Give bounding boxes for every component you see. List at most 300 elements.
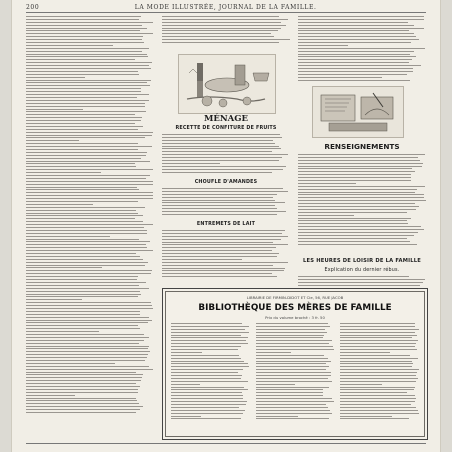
text-line xyxy=(256,332,328,333)
text-line xyxy=(171,343,248,344)
text-line xyxy=(26,16,141,17)
text-line xyxy=(26,54,147,55)
text-line xyxy=(298,235,414,236)
text-line xyxy=(26,299,82,300)
text-line xyxy=(26,114,135,115)
text-line xyxy=(26,377,142,378)
text-line xyxy=(340,398,416,399)
text-line xyxy=(171,404,246,405)
text-line xyxy=(26,296,138,297)
running-header: LA MODE ILLUSTRÉE, JOURNAL DE LA FAMILLE. xyxy=(134,3,317,11)
text-line xyxy=(26,328,140,329)
text-line xyxy=(26,403,139,404)
text-line xyxy=(26,181,153,182)
text-line xyxy=(298,16,424,17)
text-line xyxy=(340,343,416,344)
text-line xyxy=(298,200,426,201)
text-line xyxy=(162,191,288,192)
text-line xyxy=(171,407,239,408)
menage-text-2 xyxy=(162,188,290,220)
text-line xyxy=(298,39,419,40)
text-line xyxy=(162,276,277,277)
text-line xyxy=(340,361,412,362)
text-line xyxy=(26,106,145,107)
text-line xyxy=(26,198,153,199)
text-line xyxy=(340,378,418,379)
text-line xyxy=(26,152,147,153)
text-line xyxy=(26,163,135,164)
text-line xyxy=(26,400,137,401)
text-line xyxy=(340,387,415,388)
text-line xyxy=(298,28,424,29)
text-line xyxy=(26,259,143,260)
text-line xyxy=(26,166,136,167)
text-line xyxy=(298,244,417,245)
text-line xyxy=(256,381,333,382)
text-line xyxy=(256,404,327,405)
text-line xyxy=(162,137,282,138)
text-line xyxy=(340,363,413,364)
text-line xyxy=(298,45,348,46)
text-line xyxy=(340,326,414,327)
text-line xyxy=(26,331,99,332)
text-line xyxy=(256,384,295,385)
text-line xyxy=(298,203,415,204)
text-line xyxy=(171,332,249,333)
bibliotheque-ad-box xyxy=(162,288,428,440)
text-line xyxy=(162,172,272,173)
text-line xyxy=(298,220,407,221)
text-line xyxy=(171,418,241,419)
text-line xyxy=(26,28,147,29)
text-line xyxy=(171,392,242,393)
text-line xyxy=(171,416,201,417)
text-line xyxy=(26,241,150,242)
text-line xyxy=(26,334,144,335)
text-line xyxy=(162,230,285,231)
text-line xyxy=(26,325,138,326)
text-line xyxy=(26,218,135,219)
text-line xyxy=(26,351,150,352)
text-line xyxy=(26,80,151,81)
text-line xyxy=(171,355,239,356)
text-line xyxy=(26,244,146,245)
text-line xyxy=(171,375,242,376)
menage-text-3 xyxy=(162,230,290,282)
text-line xyxy=(256,416,298,417)
renseignements-illustration xyxy=(312,86,404,138)
text-line xyxy=(256,372,331,373)
text-line xyxy=(256,369,327,370)
text-line xyxy=(298,285,420,286)
text-line xyxy=(298,189,417,190)
text-line xyxy=(171,395,243,396)
text-line xyxy=(26,305,152,306)
text-line xyxy=(26,395,75,396)
text-line xyxy=(256,395,323,396)
text-line xyxy=(26,117,142,118)
text-line xyxy=(162,28,281,29)
text-line xyxy=(298,65,421,66)
text-line xyxy=(171,401,247,402)
text-line xyxy=(171,398,243,399)
text-line xyxy=(298,209,416,210)
text-line xyxy=(26,195,153,196)
text-line xyxy=(26,267,102,268)
text-line xyxy=(26,372,136,373)
text-line xyxy=(162,42,279,43)
text-line xyxy=(26,111,146,112)
bibliotheque-col-1 xyxy=(171,323,250,431)
text-line xyxy=(162,250,272,251)
text-line xyxy=(26,337,149,338)
text-line xyxy=(26,210,136,211)
text-line xyxy=(256,375,332,376)
text-line xyxy=(26,369,153,370)
text-line xyxy=(26,103,145,104)
text-line xyxy=(26,56,148,57)
text-line xyxy=(340,404,410,405)
text-line xyxy=(26,383,136,384)
text-line xyxy=(298,163,423,164)
text-line xyxy=(162,236,288,237)
text-line xyxy=(162,19,288,20)
text-line xyxy=(26,169,153,170)
text-line xyxy=(26,109,83,110)
text-line xyxy=(256,410,331,411)
text-line xyxy=(298,183,356,184)
text-line xyxy=(26,88,141,89)
page-header xyxy=(26,2,426,12)
renseignements-text xyxy=(298,154,426,252)
text-line xyxy=(340,401,415,402)
text-line xyxy=(298,177,411,178)
text-line xyxy=(26,74,139,75)
text-line xyxy=(340,346,415,347)
text-line xyxy=(340,410,418,411)
text-line xyxy=(26,270,152,271)
text-line xyxy=(171,346,241,347)
text-line xyxy=(256,349,334,350)
text-line xyxy=(162,140,273,141)
text-line xyxy=(162,247,276,248)
text-line xyxy=(26,398,136,399)
text-line xyxy=(26,42,144,43)
text-line xyxy=(26,262,148,263)
text-line xyxy=(171,349,238,350)
text-line xyxy=(26,120,141,121)
text-line xyxy=(298,241,410,242)
text-line xyxy=(162,197,273,198)
text-line xyxy=(26,322,148,323)
text-line xyxy=(26,374,143,375)
text-line xyxy=(26,172,101,173)
text-line xyxy=(171,361,244,362)
text-line xyxy=(26,224,153,225)
text-line xyxy=(298,68,413,69)
text-line xyxy=(340,337,412,338)
text-line xyxy=(26,343,139,344)
text-line xyxy=(26,59,135,60)
text-line xyxy=(171,384,200,385)
text-line xyxy=(298,197,424,198)
text-line xyxy=(26,247,147,248)
text-line xyxy=(26,357,147,358)
text-line xyxy=(298,218,411,219)
text-line xyxy=(162,200,275,201)
text-line xyxy=(26,189,139,190)
menage-heading: MÉNAGE xyxy=(204,114,248,124)
text-line xyxy=(162,211,286,212)
text-line xyxy=(26,285,139,286)
text-line xyxy=(256,401,334,402)
text-line xyxy=(26,146,152,147)
text-line xyxy=(26,291,140,292)
text-line xyxy=(340,375,416,376)
text-line xyxy=(298,192,415,193)
text-line xyxy=(26,317,149,318)
text-line xyxy=(298,77,382,78)
bibliotheque-col-3 xyxy=(340,323,419,431)
menage-subhead-1: RECETTE DE CONFITURE DE FRUITS xyxy=(175,126,277,131)
text-line xyxy=(298,226,421,227)
text-line xyxy=(298,25,414,26)
menage-subhead-3: ENTREMETS DE LAIT xyxy=(196,222,256,227)
text-line xyxy=(162,25,286,26)
text-line xyxy=(26,354,148,355)
text-line xyxy=(26,320,152,321)
text-line xyxy=(26,39,142,40)
text-line xyxy=(162,16,279,17)
text-line xyxy=(162,146,279,147)
text-line xyxy=(162,166,286,167)
text-line xyxy=(26,386,140,387)
text-line xyxy=(26,100,149,101)
text-line xyxy=(340,366,411,367)
text-line xyxy=(26,302,151,303)
menage-text-1 xyxy=(162,134,290,176)
text-line xyxy=(26,45,113,46)
bibliotheque-top-line: LIBRAIRIE DE FIRMIN-DIDOT ET Cie, 56, RUE JACOB xyxy=(246,295,344,300)
text-line xyxy=(256,355,325,356)
text-line xyxy=(171,366,249,367)
text-line xyxy=(162,30,278,31)
text-line xyxy=(26,389,138,390)
text-line xyxy=(26,184,153,185)
text-line xyxy=(162,259,242,260)
text-line xyxy=(171,381,248,382)
text-line xyxy=(298,80,410,81)
menage-still-life xyxy=(179,55,275,113)
text-line xyxy=(162,208,277,209)
text-line xyxy=(26,132,153,133)
text-line xyxy=(26,143,138,144)
text-line xyxy=(340,329,418,330)
text-line xyxy=(26,48,149,49)
text-line xyxy=(256,358,328,359)
text-line xyxy=(26,30,140,31)
text-line xyxy=(298,157,418,158)
text-line xyxy=(298,22,408,23)
text-line xyxy=(26,91,141,92)
text-line xyxy=(256,323,328,324)
text-line xyxy=(26,33,153,34)
text-line xyxy=(298,74,407,75)
text-line xyxy=(340,418,409,419)
text-line xyxy=(26,311,140,312)
text-line xyxy=(162,262,288,263)
text-line xyxy=(298,59,412,60)
text-line xyxy=(26,178,146,179)
text-line xyxy=(298,54,410,55)
text-line xyxy=(162,33,271,34)
text-line xyxy=(256,392,323,393)
text-line xyxy=(26,25,142,26)
text-line xyxy=(298,282,423,283)
text-line xyxy=(162,214,277,215)
right-top-text xyxy=(298,16,426,88)
text-line xyxy=(26,207,145,208)
text-line xyxy=(171,352,202,353)
text-line xyxy=(26,366,149,367)
text-line xyxy=(162,154,288,155)
text-line xyxy=(26,340,144,341)
text-line xyxy=(26,227,144,228)
text-line xyxy=(298,33,414,34)
text-line xyxy=(256,413,333,414)
text-line xyxy=(171,340,246,341)
loisirs-subheading: Explication du dernier rébus. xyxy=(324,268,400,273)
renseignements-heading: RENSEIGNEMENTS xyxy=(324,142,400,151)
text-line xyxy=(298,62,409,63)
text-line xyxy=(171,378,241,379)
text-line xyxy=(340,332,415,333)
text-line xyxy=(162,273,272,274)
text-line xyxy=(26,126,143,127)
text-line xyxy=(26,97,137,98)
text-line xyxy=(298,229,424,230)
text-line xyxy=(162,268,285,269)
text-line xyxy=(171,329,245,330)
text-line xyxy=(298,56,416,57)
text-line xyxy=(26,412,136,413)
text-line xyxy=(26,19,139,20)
menage-illustration xyxy=(178,54,276,114)
text-line xyxy=(26,22,153,23)
text-line xyxy=(298,180,411,181)
text-line xyxy=(256,418,329,419)
bibliotheque-price-line: Prix du volume broché : 3 fr. 50 xyxy=(265,315,325,320)
text-line xyxy=(26,221,143,222)
text-line xyxy=(26,187,137,188)
text-line xyxy=(26,71,138,72)
page-number: 200 xyxy=(26,3,40,11)
text-line xyxy=(340,358,417,359)
bibliotheque-col-2 xyxy=(256,323,335,431)
text-line xyxy=(162,160,279,161)
text-line xyxy=(171,323,242,324)
menage-subhead-2: CHOUFLE D'AMANDES xyxy=(194,180,258,185)
text-line xyxy=(298,166,422,167)
text-line xyxy=(26,282,146,283)
text-line xyxy=(26,175,150,176)
text-line xyxy=(171,326,249,327)
text-line xyxy=(162,134,280,135)
text-line xyxy=(26,155,146,156)
middle-top-text xyxy=(162,16,290,46)
text-line xyxy=(256,326,330,327)
loisirs-heading: LES HEURES DE LOISIR DE LA FAMILLE xyxy=(303,258,421,264)
text-line xyxy=(298,194,424,195)
text-line xyxy=(256,343,330,344)
text-line xyxy=(26,256,140,257)
header-rule xyxy=(26,12,426,13)
text-line xyxy=(26,36,143,37)
text-line xyxy=(256,352,292,353)
text-line xyxy=(26,123,135,124)
text-line xyxy=(162,36,274,37)
text-line xyxy=(298,171,415,172)
text-line xyxy=(26,346,149,347)
text-line xyxy=(340,384,382,385)
text-line xyxy=(171,387,244,388)
text-line xyxy=(162,148,281,149)
text-line xyxy=(162,163,220,164)
text-line xyxy=(26,392,138,393)
text-line xyxy=(256,363,326,364)
text-line xyxy=(298,279,425,280)
text-line xyxy=(256,340,332,341)
text-line xyxy=(162,244,288,245)
text-line xyxy=(26,85,150,86)
text-line xyxy=(162,194,277,195)
text-line xyxy=(26,77,85,78)
text-line xyxy=(26,314,140,315)
text-line xyxy=(162,202,285,203)
text-line xyxy=(26,201,138,202)
text-line xyxy=(26,276,138,277)
text-line xyxy=(340,395,415,396)
text-line xyxy=(171,410,245,411)
text-line xyxy=(298,160,420,161)
text-line xyxy=(171,372,238,373)
text-line xyxy=(162,256,277,257)
text-line xyxy=(256,337,323,338)
text-line xyxy=(256,361,331,362)
text-line xyxy=(26,236,110,237)
text-line xyxy=(26,230,147,231)
text-line xyxy=(26,215,143,216)
text-line xyxy=(340,352,389,353)
text-line xyxy=(298,154,425,155)
text-line xyxy=(162,205,275,206)
text-line xyxy=(162,143,275,144)
text-line xyxy=(26,129,138,130)
text-line xyxy=(298,186,425,187)
text-line xyxy=(26,380,141,381)
text-line xyxy=(340,349,417,350)
text-line xyxy=(171,389,248,390)
text-line xyxy=(298,30,409,31)
text-line xyxy=(26,308,153,309)
text-line xyxy=(171,358,241,359)
text-line xyxy=(26,94,149,95)
text-line xyxy=(298,223,408,224)
text-line xyxy=(340,372,417,373)
text-line xyxy=(298,48,425,49)
text-line xyxy=(340,369,418,370)
bibliotheque-title: BIBLIOTHÈQUE DES MÈRES DE FAMILLE xyxy=(198,303,392,313)
